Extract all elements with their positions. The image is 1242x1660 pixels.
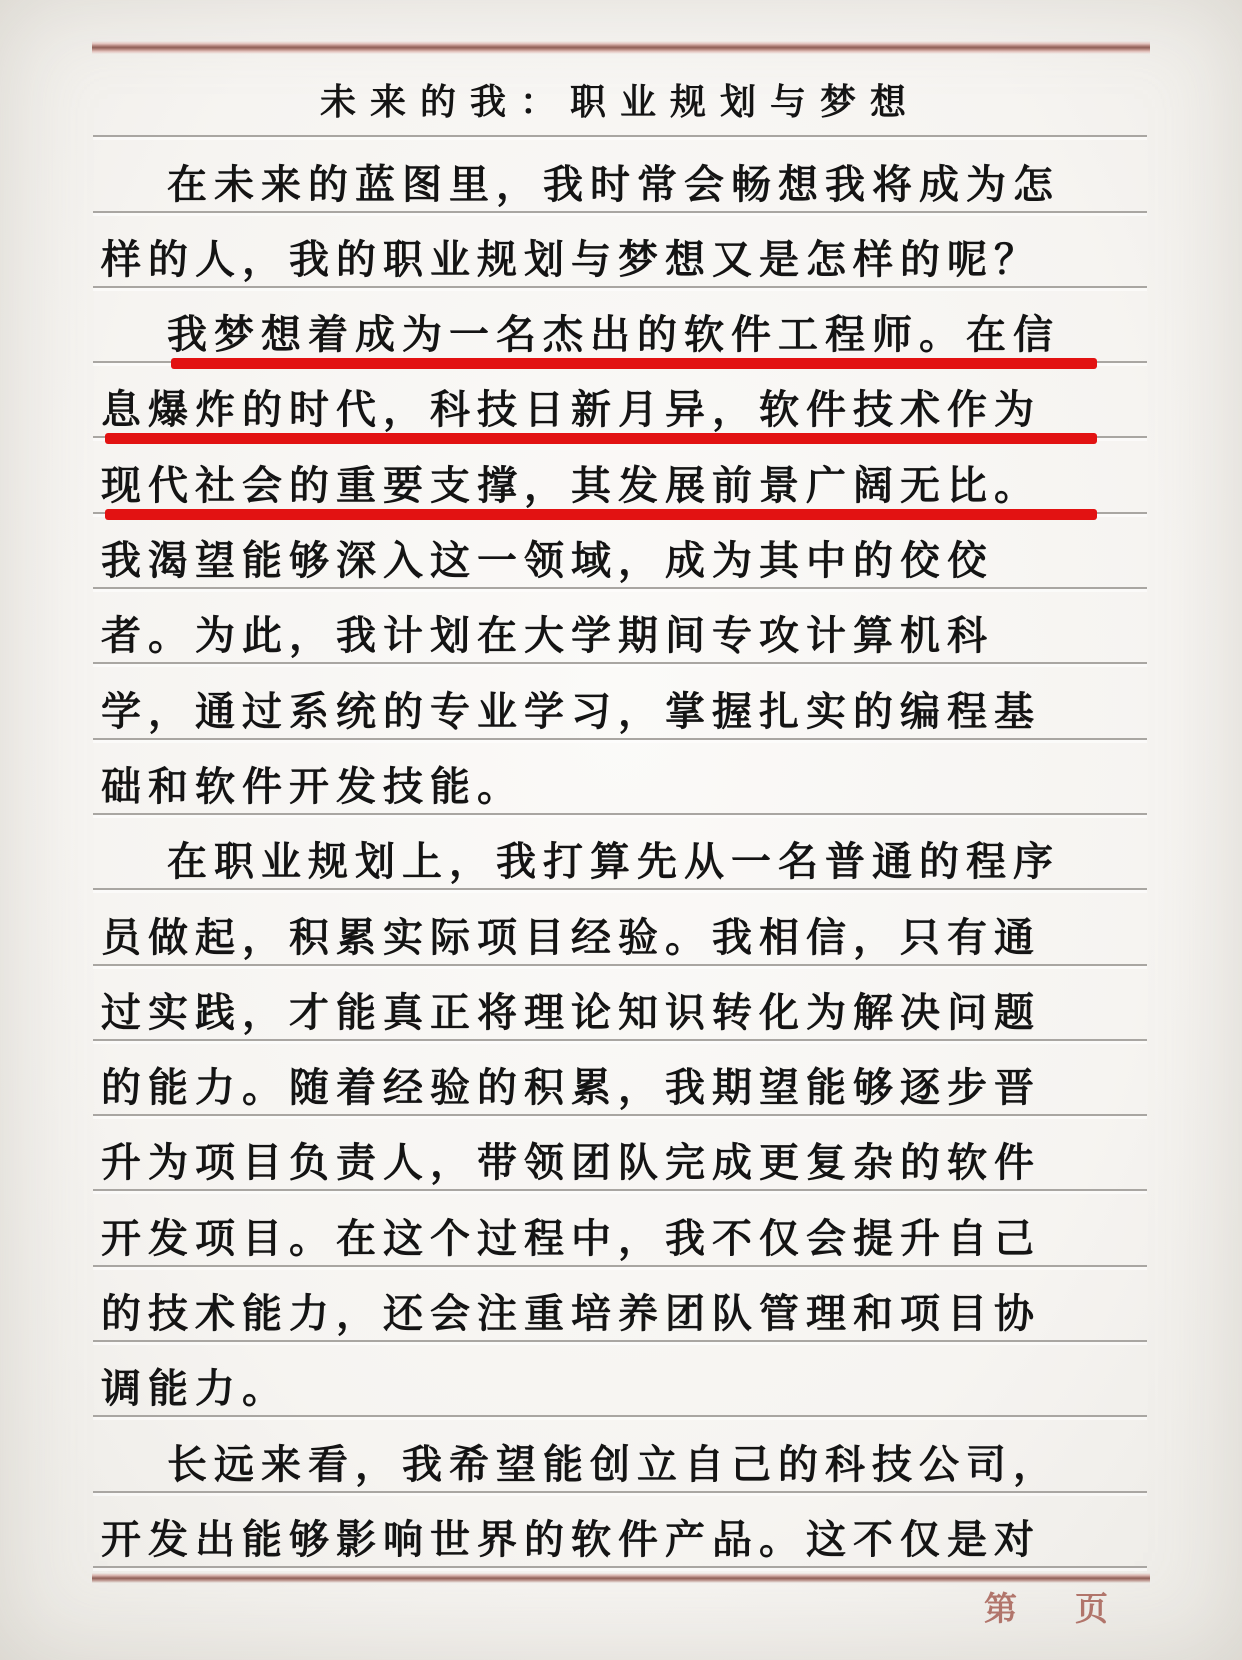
essay-line	[93, 288, 1147, 363]
essay-line-text: 过实践，才能真正将理论知识转化为解决问题	[101, 988, 1041, 1036]
essay-line-text: 在职业规划上，我打算先从一名普通的程序	[167, 838, 1060, 886]
essay-line-text: 我渴望能够深入这一领域，成为其中的佼佼	[101, 537, 994, 585]
essay-line	[93, 664, 1147, 739]
essay-line	[93, 890, 1147, 965]
essay-line-text: 者。为此，我计划在大学期间专攻计算机科	[101, 612, 994, 660]
essay-line-text: 在未来的蓝图里，我时常会畅想我将成为怎	[167, 160, 1060, 208]
essay-line-text: 的技术能力，还会注重培养团队管理和项目协	[101, 1290, 1041, 1338]
essay-line	[93, 1493, 1147, 1568]
page-footer	[984, 1589, 1108, 1628]
essay-line	[93, 137, 1147, 212]
essay-line-text: 学，通过系统的专业学习，掌握扎实的编程基	[101, 687, 1041, 735]
red-underline-mark	[105, 433, 1097, 444]
essay-line-text: 的能力。随着经验的积累，我期望能够逐步晋	[101, 1064, 1041, 1112]
footer-page-label-suffix: 页	[1075, 1589, 1108, 1628]
essay-line-text: 升为项目负责人，带领团队完成更复杂的软件	[101, 1139, 1041, 1187]
page-top-border	[92, 41, 1150, 54]
essay-line	[93, 1191, 1147, 1266]
essay-line	[93, 213, 1147, 288]
red-underline-mark	[105, 509, 1097, 520]
essay-line	[93, 589, 1147, 664]
essay-line-text: 样的人，我的职业规划与梦想又是怎样的呢？	[101, 235, 1041, 283]
essay-line	[93, 1417, 1147, 1492]
essay-line	[93, 740, 1147, 815]
red-underline-mark	[171, 358, 1097, 369]
footer-page-label-prefix: 第	[984, 1589, 1017, 1628]
essay-line-text: 长远来看，我希望能创立自己的科技公司，	[167, 1440, 1060, 1488]
essay-line	[93, 1267, 1147, 1342]
essay-line-text: 开发项目。在这个过程中，我不仅会提升自己	[101, 1214, 1041, 1262]
essay-body	[93, 62, 1147, 1568]
essay-line-text: 息爆炸的时代，科技日新月异，软件技术作为	[101, 386, 1041, 434]
essay-line	[93, 1116, 1147, 1191]
essay-line	[93, 1342, 1147, 1417]
essay-line	[93, 1041, 1147, 1116]
page-bottom-border	[92, 1573, 1150, 1583]
essay-line-text: 调能力。	[101, 1365, 289, 1413]
essay-line-text: 现代社会的重要支撑，其发展前景广阔无比。	[101, 461, 1041, 509]
essay-title-row	[93, 62, 1147, 137]
essay-line	[93, 363, 1147, 438]
essay-line	[93, 514, 1147, 589]
essay-line-text: 员做起，积累实际项目经验。我相信，只有通	[101, 913, 1041, 961]
essay-title: 未来的我：职业规划与梦想	[319, 81, 920, 124]
essay-line	[93, 815, 1147, 890]
essay-line-text: 开发出能够影响世界的软件产品。这不仅是对	[101, 1515, 1041, 1563]
essay-line	[93, 438, 1147, 513]
essay-line-text: 础和软件开发技能。	[101, 762, 524, 810]
essay-line	[93, 966, 1147, 1041]
essay-line-text: 我梦想着成为一名杰出的软件工程师。在信	[167, 311, 1060, 359]
